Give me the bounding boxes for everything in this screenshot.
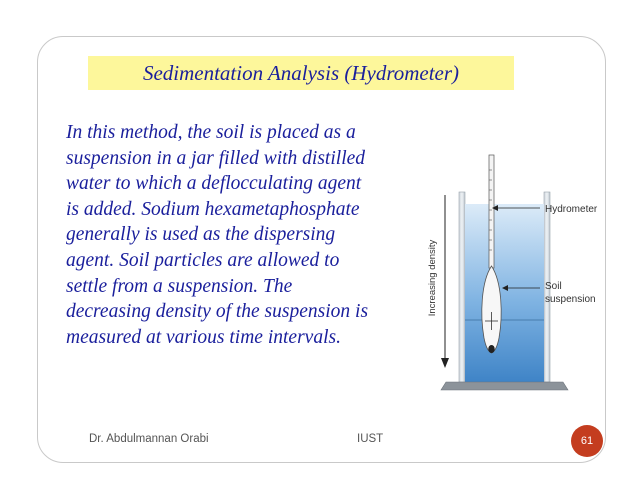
footer-author: Dr. Abdulmannan Orabi xyxy=(89,433,209,445)
hydrometer-weight xyxy=(488,345,494,353)
hydrometer-label: Hydrometer xyxy=(545,204,598,215)
soil-label-line2: suspension xyxy=(545,294,596,305)
density-axis-label: Increasing density xyxy=(427,239,438,317)
page-number: 61 xyxy=(580,435,594,447)
body-line: In this method, the soil is placed as a xyxy=(66,122,356,143)
hydrometer-figure xyxy=(418,150,623,395)
title-banner xyxy=(88,56,514,90)
body-line: water to which a deflocculating agent xyxy=(66,173,362,195)
body-line: is added. Sodium hexametaphosphate xyxy=(66,198,360,220)
body-line: measured at various time intervals. xyxy=(66,326,341,348)
body-line: decreasing density of the suspension is xyxy=(66,301,369,323)
body-line: generally is used as the dispersing xyxy=(66,224,336,246)
body-line: suspension in a jar filled with distilled xyxy=(66,147,366,169)
soil-label-line1: Soil xyxy=(545,281,562,292)
jar-base xyxy=(441,382,568,390)
suspension-liquid xyxy=(465,204,544,382)
body-line: agent. Soil particles are allowed to xyxy=(66,249,340,271)
hydrometer-diagram xyxy=(418,150,623,395)
slide-body-text xyxy=(66,120,458,350)
page-number-badge xyxy=(571,425,603,457)
slide-title: Sedimentation Analysis (Hydrometer) xyxy=(142,60,460,85)
footer-organization: IUST xyxy=(357,433,384,445)
hydrometer-stem xyxy=(489,155,494,268)
body-line: settle from a suspension. The xyxy=(66,275,293,297)
jar-left-wall xyxy=(459,192,465,382)
